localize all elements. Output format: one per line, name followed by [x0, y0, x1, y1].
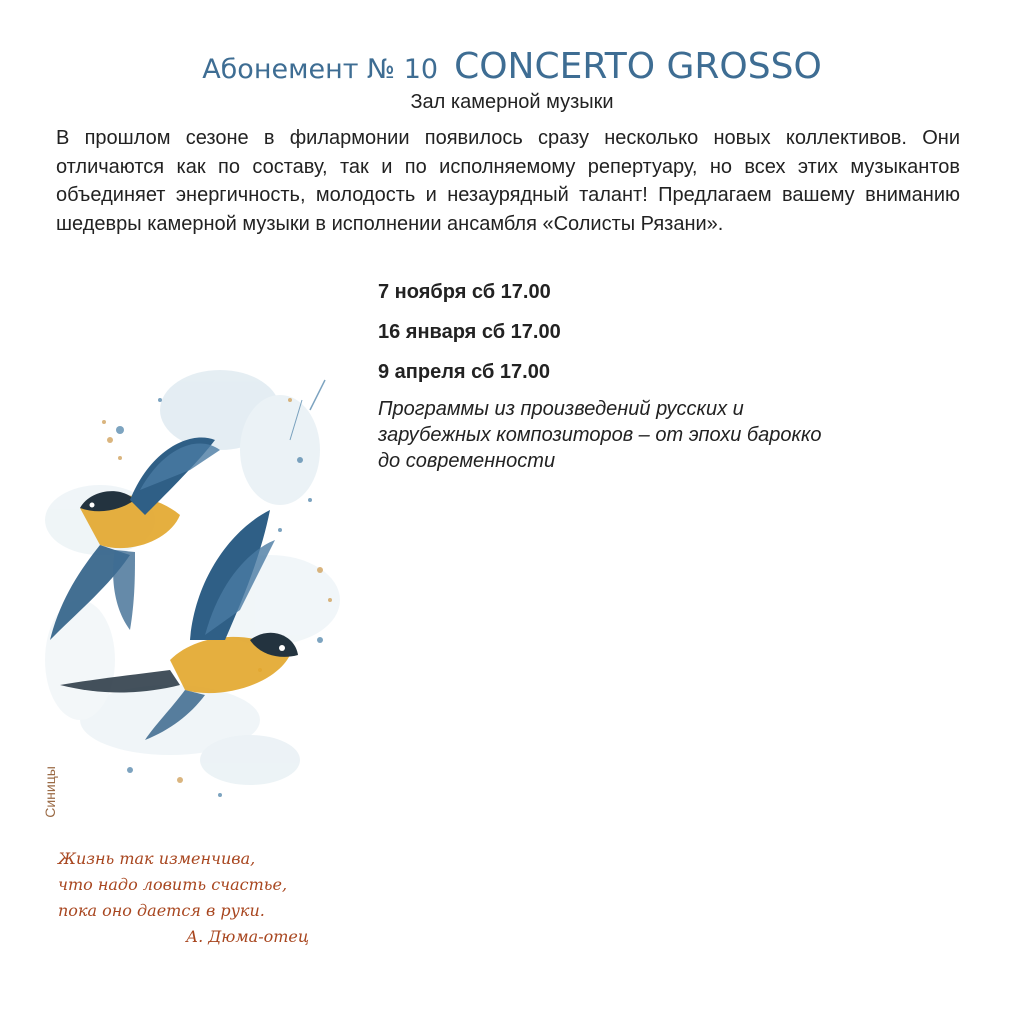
quote-line-1: Жизнь так изменчива,	[58, 849, 256, 868]
concert-date-1: 7 ноября сб 17.00	[378, 281, 551, 303]
hall-name: Зал камерной музыки	[410, 91, 614, 113]
quote-line-3: пока оно дается в руки.	[58, 901, 265, 920]
intro-text: В прошлом сезоне в филармонии появилось сразу несколько новых коллективов. Они отличаются как по составу, так и по исполняемому репертуару, но всех этих музыкантов объединяет энергичность, молодость и незаурядный талант! Предлагаем вашему вниманию шедевры камерной музыки в исполнении ансамбля «Солисты Рязани».	[56, 127, 960, 235]
concert-series-name: CONCERTO GROSSO	[454, 46, 822, 87]
program-description: Программы из произведений русских и зарубежных композиторов – от эпохи барокко до современности	[378, 398, 822, 472]
caption-text: Синицы	[42, 766, 59, 818]
page-title	[0, 46, 1024, 87]
quote-line-2: что надо ловить счастье,	[58, 875, 288, 894]
titmice-illustration	[20, 340, 380, 840]
quote-author: А. Дюма-отец	[186, 927, 310, 946]
concert-date-2: 16 января сб 17.00	[378, 321, 561, 343]
quote-block	[58, 846, 358, 950]
concert-dates	[378, 278, 978, 398]
illustration-caption	[38, 752, 62, 832]
concert-date-3: 9 апреля сб 17.00	[378, 361, 550, 383]
subscription-number: Абонемент № 10	[202, 54, 439, 85]
intro-paragraph	[56, 124, 960, 238]
